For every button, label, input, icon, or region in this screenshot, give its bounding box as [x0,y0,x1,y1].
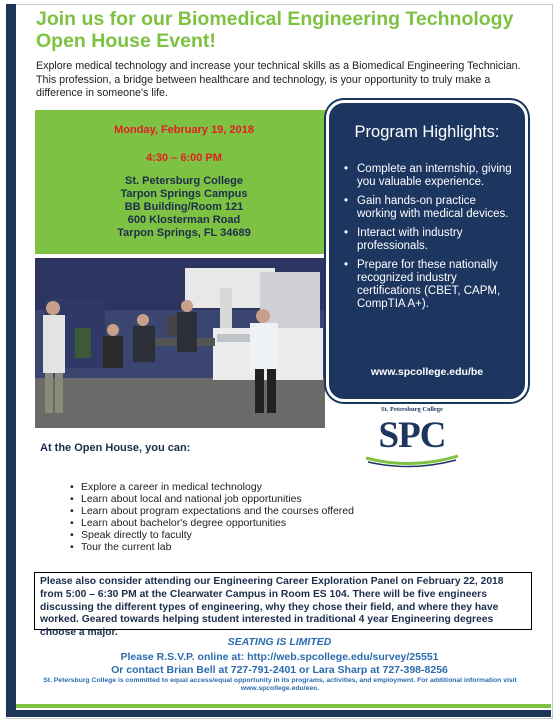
open-house-item: • Learn about program expectations and the courses offered [70,505,354,517]
headline-line-1: Join us for our Biomedical Engineering Technology [36,8,514,30]
lab-photo [35,258,325,428]
headline [36,8,541,52]
eeo-statement: St. Petersburg College is committed to equal access/equal opportunity in its programs, activities, and employment. For additional information visit www.spcollege.edu/eeo. [43,677,517,692]
spc-logo [358,406,466,472]
highlight-item: • Interact with industry professionals. [344,227,516,253]
logo-swoosh-icon [364,454,460,468]
open-house-item: • Speak directly to faculty [70,529,354,541]
headline-line-2: Open House Event! [36,30,216,52]
highlight-item: • Complete an internship, giving you valuable experience. [344,163,516,189]
intro-paragraph: Explore medical technology and increase your technical skills as a Biomedical Engineering Technician. This profession, a bridge between healthcare and technology, is your opportunity to truly make a difference in someone's life. [36,60,521,99]
highlights-list [344,163,516,317]
rsvp-contact-info: Or contact Brian Bell at 727-791-2401 or Lara Sharp at 727-398-8256 [111,664,448,676]
open-house-item: • Explore a career in medical technology [70,481,354,493]
rsvp-online-link[interactable]: Please R.S.V.P. online at: http://web.spcollege.edu/survey/25551 [120,651,439,663]
open-house-list [70,481,354,553]
highlights-title: Program Highlights: [354,123,500,141]
program-highlights-panel [326,100,528,402]
open-house-item: • Learn about bachelor's degree opportunities [70,517,354,529]
logo-college-name: St. Petersburg College [381,406,443,413]
career-panel-notice: Please also consider attending our Engineering Career Exploration Panel on February 22, 2018 from 5:00 – 6:30 PM at the Clearwater Campus in Room ES 104. There will be five engineers discussing the different types of engineering, why they chose their field, and where they have worked. Geared towards helping student interested in traditional 4 year Engineering degrees choose a major. [34,572,532,630]
address-line: Tarpon Springs Campus [120,188,248,200]
highlight-item: • Prepare for these nationally recognized industry certifications (CBET, CAPM, CompTIA A+). [344,259,516,311]
event-time: 4:30 – 6:00 PM [146,152,222,164]
address-line: Tarpon Springs, FL 34689 [117,227,251,239]
seating-limited-note: SEATING IS LIMITED [227,636,332,648]
open-house-item: • Learn about local and national job opportunities [70,493,354,505]
open-house-item: • Tour the current lab [70,541,354,553]
highlight-item: • Gain hands-on practice working with medical devices. [344,195,516,221]
logo-wordmark: SPC [378,415,446,456]
address-line: 600 Klosterman Road [127,214,241,226]
program-url-link[interactable]: www.spcollege.edu/be [370,366,484,378]
open-house-heading: At the Open House, you can: [40,442,191,454]
address-line: BB Building/Room 121 [124,201,244,213]
left-accent-bar [6,4,16,717]
bottom-green-stripe [16,704,551,708]
event-date: Monday, February 19, 2018 [114,124,254,136]
address-line: St. Petersburg College [125,175,243,187]
bottom-accent-bar [6,710,551,717]
event-address [35,175,333,240]
